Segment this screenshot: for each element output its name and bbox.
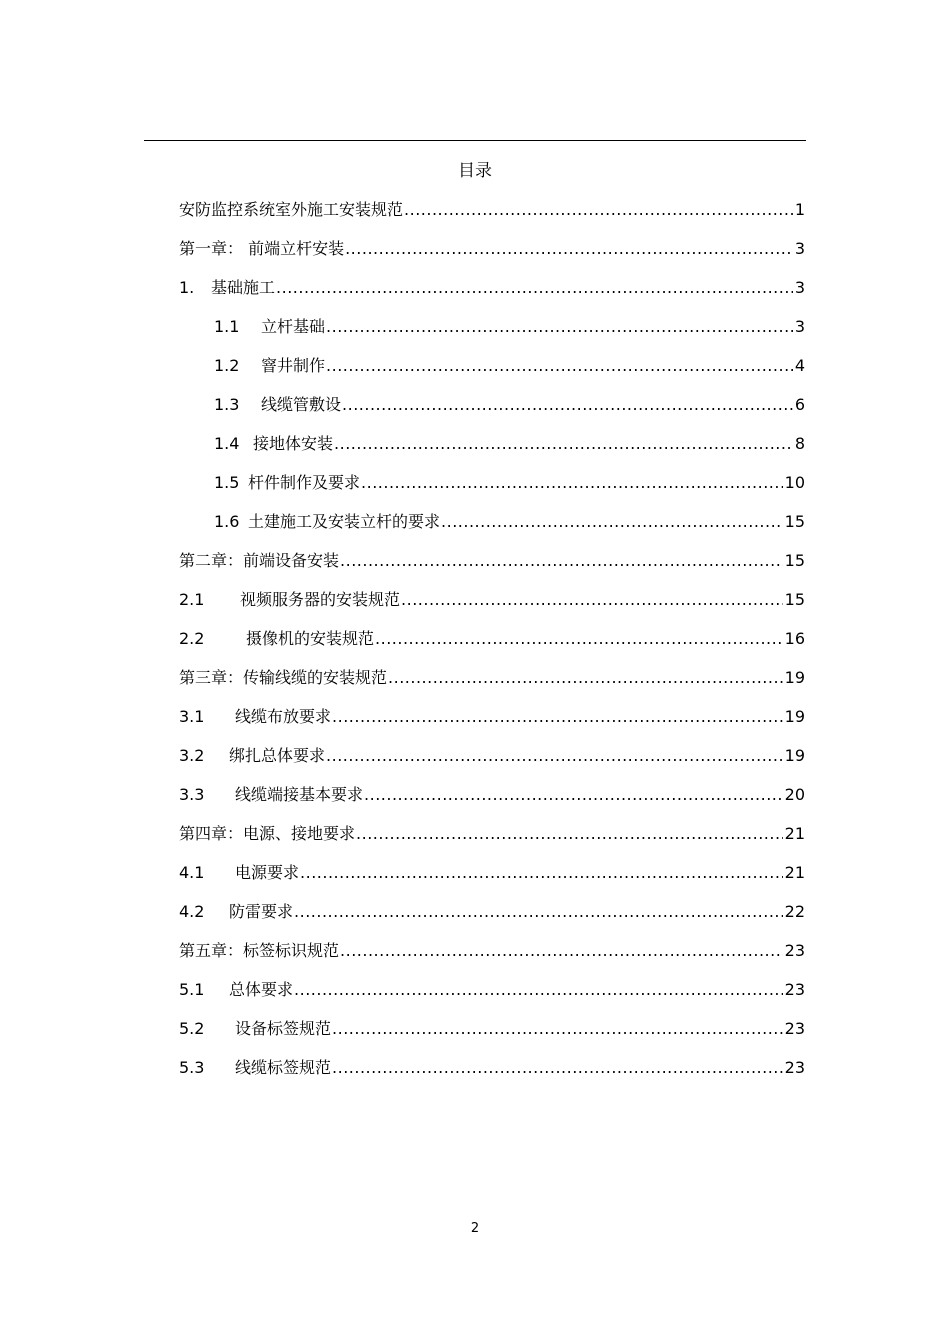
toc-entry-leader (441, 510, 783, 534)
toc-entry-page: 16 (784, 629, 805, 648)
toc-entry-label: 绑扎总体要求 (229, 746, 326, 765)
toc-entry-number: 1. (179, 278, 195, 297)
toc-entry-page: 23 (784, 1019, 805, 1038)
toc-entry-leader (294, 978, 783, 1002)
header-rule (144, 140, 806, 141)
toc-entry-leader (294, 900, 783, 924)
toc-entry[interactable] (214, 471, 805, 495)
toc-entry-label: 视频服务器的安装规范 (240, 590, 401, 609)
toc-entry-number: 1.6 (214, 512, 240, 531)
toc-entry[interactable] (179, 783, 805, 807)
toc-entry[interactable] (179, 978, 805, 1002)
toc-entry-leader (326, 354, 793, 378)
toc-entry[interactable] (214, 510, 805, 534)
toc-entry-page: 3 (794, 278, 805, 297)
toc-entry-number: 1.4 (214, 434, 240, 453)
toc-entry-leader (326, 315, 793, 339)
toc-entry-number: 5.1 (179, 980, 205, 999)
toc-entry-number: 3.3 (179, 785, 205, 804)
toc-entry-leader (356, 822, 783, 846)
toc-entry[interactable] (214, 354, 805, 378)
toc-entry-leader (334, 432, 793, 456)
toc-entry-leader (364, 783, 783, 807)
toc-entry[interactable] (179, 822, 805, 846)
toc-entry-number: 4.1 (179, 863, 205, 882)
toc-entry[interactable] (179, 237, 805, 261)
toc-entry-page: 8 (794, 434, 805, 453)
toc-entry-label: 电源要求 (235, 863, 300, 882)
toc-entry-leader (340, 939, 783, 963)
toc-entry-page: 4 (794, 356, 805, 375)
toc-entry[interactable] (179, 1056, 805, 1080)
toc-entry-number: 1.3 (214, 395, 240, 414)
toc-entry-label: 第四章：电源、接地要求 (179, 824, 356, 843)
toc-entry-page: 1 (794, 200, 805, 219)
toc-entry[interactable] (179, 276, 805, 300)
toc-entry-page: 23 (784, 941, 805, 960)
toc-entry-leader (332, 1056, 783, 1080)
toc-entry-page: 3 (794, 239, 805, 258)
toc-entry-page: 23 (784, 980, 805, 999)
toc-entry[interactable] (179, 627, 805, 651)
toc-entry-label: 总体要求 (229, 980, 294, 999)
toc-entry-label: 防雷要求 (229, 902, 294, 921)
toc-entry-leader (401, 588, 783, 612)
toc-entry-label: 线缆端接基本要求 (235, 785, 364, 804)
toc-entry-label: 第三章：传输线缆的安装规范 (179, 668, 388, 687)
toc-entry[interactable] (179, 744, 805, 768)
toc-entry-page: 6 (794, 395, 805, 414)
toc-entry-page: 21 (784, 863, 805, 882)
toc-entry-label: 线缆布放要求 (235, 707, 332, 726)
toc-entry-page: 19 (784, 746, 805, 765)
toc-entry-page: 10 (784, 473, 805, 492)
toc-entry-leader (340, 549, 783, 573)
toc-entry-page: 3 (794, 317, 805, 336)
toc-entry-label: 设备标签规范 (235, 1019, 332, 1038)
toc-entry-page: 23 (784, 1058, 805, 1077)
toc-entry-leader (342, 393, 793, 417)
toc-entry[interactable] (179, 549, 805, 573)
toc-entry-page: 19 (784, 707, 805, 726)
toc-entry-page: 20 (784, 785, 805, 804)
toc-entry-number: 5.2 (179, 1019, 205, 1038)
toc-entry-number: 4.2 (179, 902, 205, 921)
toc-entry[interactable] (179, 939, 805, 963)
toc-entry-leader (276, 276, 793, 300)
toc-entry[interactable] (179, 588, 805, 612)
toc-entry-label: 立杆基础 (261, 317, 326, 336)
toc-entry-leader (375, 627, 783, 651)
toc-entry-page: 15 (784, 590, 805, 609)
toc-entry-leader (388, 666, 783, 690)
page-number: 2 (470, 1221, 480, 1236)
toc-entry-label: 土建施工及安装立杆的要求 (248, 512, 441, 531)
toc-entry-leader (404, 198, 793, 222)
toc-entry-label: 摄像机的安装规范 (246, 629, 375, 648)
toc-entry-page: 22 (784, 902, 805, 921)
toc-entry-leader (300, 861, 783, 885)
toc-entry-page: 15 (784, 512, 805, 531)
toc-entry-leader (361, 471, 783, 495)
toc-entry-label: 安防监控系统室外施工安装规范 (179, 200, 404, 219)
toc-entry[interactable] (179, 666, 805, 690)
toc-entry-label: 线缆管敷设 (261, 395, 342, 414)
toc-entry-page: 15 (784, 551, 805, 570)
toc-entry-number: 3.2 (179, 746, 205, 765)
toc-entry-leader (326, 744, 783, 768)
toc-entry-label: 基础施工 (211, 278, 276, 297)
toc-entry-label: 杆件制作及要求 (248, 473, 361, 492)
toc-entry-leader (345, 237, 793, 261)
toc-entry[interactable] (179, 705, 805, 729)
toc-entry-leader (332, 1017, 783, 1041)
toc-entry[interactable] (179, 1017, 805, 1041)
toc-entry-label: 第二章：前端设备安装 (179, 551, 340, 570)
toc-entry-label: 窨井制作 (261, 356, 326, 375)
toc-entry[interactable] (179, 861, 805, 885)
toc-entry-number: 1.1 (214, 317, 240, 336)
toc-entry-number: 3.1 (179, 707, 205, 726)
toc-title: 目录 (458, 161, 492, 181)
toc-entry-leader (332, 705, 783, 729)
toc-entry-page: 21 (784, 824, 805, 843)
toc-entry-page: 19 (784, 668, 805, 687)
toc-entry-number: 1.5 (214, 473, 240, 492)
toc-entry-number: 5.3 (179, 1058, 205, 1077)
toc-entry[interactable] (179, 900, 805, 924)
toc-entry-number: 1.2 (214, 356, 240, 375)
toc-entry[interactable] (214, 315, 805, 339)
toc-entry[interactable] (214, 393, 805, 417)
toc-entry-label: 第一章： 前端立杆安装 (179, 239, 345, 258)
toc-entry-label: 第五章：标签标识规范 (179, 941, 340, 960)
toc-entry[interactable] (214, 432, 805, 456)
toc-entry[interactable] (179, 198, 805, 222)
toc-entry-label: 线缆标签规范 (235, 1058, 332, 1077)
toc-entry-number: 2.1 (179, 590, 205, 609)
toc-entry-label: 接地体安装 (253, 434, 334, 453)
toc-entry-number: 2.2 (179, 629, 205, 648)
